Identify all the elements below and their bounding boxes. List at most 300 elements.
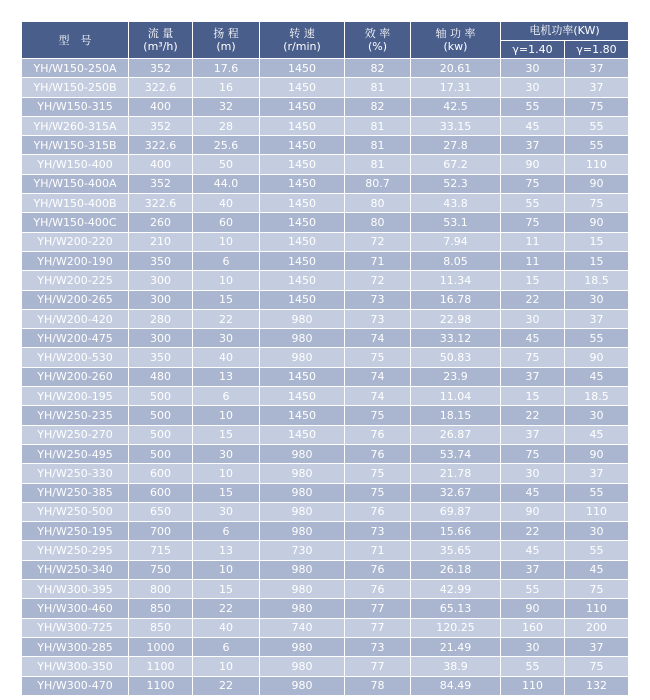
cell-flow: 352 (129, 116, 193, 135)
cell-head: 32 (193, 97, 260, 116)
cell-head: 15 (193, 290, 260, 309)
cell-efficiency: 82 (345, 59, 411, 78)
table-row (22, 97, 629, 116)
cell-efficiency: 76 (345, 560, 411, 579)
cell-flow: 350 (129, 251, 193, 270)
cell-speed: 1450 (260, 116, 345, 135)
table-row (22, 580, 629, 599)
cell-model: YH/W200-195 (22, 387, 129, 406)
cell-motor-power-1: 37 (501, 425, 565, 444)
cell-shaft-power: 42.99 (411, 580, 501, 599)
table-row (22, 541, 629, 560)
cell-model: YH/W250-385 (22, 483, 129, 502)
cell-motor-power-2: 55 (565, 483, 629, 502)
cell-speed: 1450 (260, 194, 345, 213)
cell-flow: 800 (129, 580, 193, 599)
table-row (22, 348, 629, 367)
header-flow (129, 22, 193, 59)
cell-motor-power-2: 37 (565, 464, 629, 483)
cell-model: YH/W150-400A (22, 174, 129, 193)
table-row (22, 290, 629, 309)
cell-motor-power-2: 37 (565, 59, 629, 78)
cell-efficiency: 76 (345, 580, 411, 599)
cell-speed: 1450 (260, 155, 345, 174)
table-row (22, 425, 629, 444)
cell-model: YH/W200-420 (22, 309, 129, 328)
cell-head: 40 (193, 618, 260, 637)
cell-head: 6 (193, 637, 260, 656)
cell-flow: 300 (129, 271, 193, 290)
header-efficiency-unit: (%) (367, 40, 388, 53)
cell-model: YH/W150-400C (22, 213, 129, 232)
cell-efficiency: 75 (345, 464, 411, 483)
cell-motor-power-1: 55 (501, 580, 565, 599)
cell-shaft-power: 27.8 (411, 136, 501, 155)
cell-speed: 980 (260, 444, 345, 463)
cell-motor-power-1: 55 (501, 97, 565, 116)
cell-motor-power-1: 160 (501, 618, 565, 637)
cell-model: YH/W250-330 (22, 464, 129, 483)
cell-efficiency: 81 (345, 116, 411, 135)
cell-flow: 500 (129, 387, 193, 406)
cell-speed: 980 (260, 560, 345, 579)
cell-efficiency: 72 (345, 232, 411, 251)
cell-model: YH/W300-470 (22, 676, 129, 695)
cell-head: 16 (193, 78, 260, 97)
cell-motor-power-1: 30 (501, 78, 565, 97)
cell-shaft-power: 33.15 (411, 116, 501, 135)
cell-head: 44.0 (193, 174, 260, 193)
cell-head: 6 (193, 387, 260, 406)
cell-speed: 1450 (260, 97, 345, 116)
cell-efficiency: 76 (345, 425, 411, 444)
cell-motor-power-1: 75 (501, 213, 565, 232)
table-row (22, 502, 629, 521)
cell-flow: 850 (129, 599, 193, 618)
cell-flow: 400 (129, 155, 193, 174)
cell-head: 22 (193, 309, 260, 328)
cell-motor-power-1: 45 (501, 483, 565, 502)
cell-flow: 650 (129, 502, 193, 521)
cell-head: 25.6 (193, 136, 260, 155)
cell-motor-power-1: 37 (501, 367, 565, 386)
cell-speed: 980 (260, 522, 345, 541)
pump-spec-table-container (21, 21, 628, 696)
cell-motor-power-2: 90 (565, 174, 629, 193)
cell-efficiency: 80.7 (345, 174, 411, 193)
cell-efficiency: 72 (345, 271, 411, 290)
cell-head: 13 (193, 367, 260, 386)
cell-motor-power-1: 55 (501, 657, 565, 676)
cell-motor-power-1: 110 (501, 676, 565, 695)
cell-flow: 850 (129, 618, 193, 637)
cell-speed: 1450 (260, 59, 345, 78)
cell-efficiency: 71 (345, 251, 411, 270)
cell-motor-power-2: 90 (565, 213, 629, 232)
cell-shaft-power: 7.94 (411, 232, 501, 251)
cell-motor-power-1: 22 (501, 290, 565, 309)
cell-motor-power-2: 45 (565, 367, 629, 386)
cell-flow: 322.6 (129, 136, 193, 155)
cell-speed: 980 (260, 464, 345, 483)
cell-speed: 1450 (260, 425, 345, 444)
cell-model: YH/W150-400B (22, 194, 129, 213)
cell-head: 10 (193, 560, 260, 579)
cell-model: YH/W200-265 (22, 290, 129, 309)
cell-head: 60 (193, 213, 260, 232)
cell-model: YH/W250-340 (22, 560, 129, 579)
cell-head: 13 (193, 541, 260, 560)
cell-shaft-power: 26.87 (411, 425, 501, 444)
cell-motor-power-1: 22 (501, 522, 565, 541)
table-row (22, 271, 629, 290)
cell-model: YH/W150-400 (22, 155, 129, 174)
header-speed (260, 22, 345, 59)
cell-efficiency: 73 (345, 637, 411, 656)
table-row (22, 618, 629, 637)
cell-motor-power-1: 37 (501, 136, 565, 155)
cell-motor-power-2: 37 (565, 309, 629, 328)
cell-motor-power-2: 30 (565, 406, 629, 425)
cell-efficiency: 77 (345, 618, 411, 637)
cell-flow: 600 (129, 464, 193, 483)
cell-efficiency: 73 (345, 522, 411, 541)
cell-head: 28 (193, 116, 260, 135)
cell-flow: 280 (129, 309, 193, 328)
cell-flow: 352 (129, 174, 193, 193)
cell-flow: 400 (129, 97, 193, 116)
header-efficiency (345, 22, 411, 59)
cell-speed: 980 (260, 657, 345, 676)
cell-motor-power-2: 200 (565, 618, 629, 637)
cell-shaft-power: 67.2 (411, 155, 501, 174)
cell-shaft-power: 26.18 (411, 560, 501, 579)
cell-speed: 980 (260, 329, 345, 348)
table-row (22, 232, 629, 251)
table-row (22, 483, 629, 502)
table-row (22, 155, 629, 174)
cell-efficiency: 76 (345, 444, 411, 463)
cell-shaft-power: 43.8 (411, 194, 501, 213)
header-flow-label: 流 量 (147, 27, 174, 40)
cell-motor-power-2: 75 (565, 194, 629, 213)
cell-model: YH/W250-495 (22, 444, 129, 463)
cell-flow: 300 (129, 290, 193, 309)
cell-efficiency: 75 (345, 348, 411, 367)
cell-shaft-power: 15.66 (411, 522, 501, 541)
table-row (22, 309, 629, 328)
cell-motor-power-2: 110 (565, 502, 629, 521)
cell-efficiency: 76 (345, 502, 411, 521)
cell-shaft-power: 18.15 (411, 406, 501, 425)
header-efficiency-label: 效 率 (364, 27, 391, 40)
cell-model: YH/W250-270 (22, 425, 129, 444)
cell-speed: 980 (260, 676, 345, 695)
cell-shaft-power: 53.1 (411, 213, 501, 232)
table-row (22, 329, 629, 348)
cell-model: YH/W200-220 (22, 232, 129, 251)
cell-speed: 980 (260, 348, 345, 367)
cell-model: YH/W250-295 (22, 541, 129, 560)
cell-model: YH/W200-225 (22, 271, 129, 290)
cell-head: 22 (193, 676, 260, 695)
cell-motor-power-2: 75 (565, 657, 629, 676)
cell-motor-power-2: 110 (565, 599, 629, 618)
cell-motor-power-2: 55 (565, 116, 629, 135)
cell-flow: 210 (129, 232, 193, 251)
header-gamma-2: γ=1.80 (565, 40, 629, 59)
cell-model: YH/W300-460 (22, 599, 129, 618)
cell-model: YH/W300-285 (22, 637, 129, 656)
cell-motor-power-1: 30 (501, 637, 565, 656)
cell-motor-power-1: 90 (501, 599, 565, 618)
cell-motor-power-1: 22 (501, 406, 565, 425)
cell-motor-power-2: 55 (565, 329, 629, 348)
cell-head: 30 (193, 444, 260, 463)
cell-flow: 750 (129, 560, 193, 579)
cell-efficiency: 82 (345, 97, 411, 116)
cell-head: 15 (193, 580, 260, 599)
cell-head: 17.6 (193, 59, 260, 78)
table-row (22, 406, 629, 425)
cell-shaft-power: 17.31 (411, 78, 501, 97)
cell-motor-power-2: 18.5 (565, 387, 629, 406)
cell-speed: 980 (260, 483, 345, 502)
cell-shaft-power: 8.05 (411, 251, 501, 270)
table-row (22, 676, 629, 695)
cell-model: YH/W150-315 (22, 97, 129, 116)
cell-speed: 1450 (260, 78, 345, 97)
cell-motor-power-2: 37 (565, 78, 629, 97)
cell-model: YH/W200-530 (22, 348, 129, 367)
table-body (22, 59, 629, 696)
cell-motor-power-2: 15 (565, 232, 629, 251)
cell-efficiency: 74 (345, 367, 411, 386)
table-row (22, 637, 629, 656)
cell-motor-power-2: 75 (565, 580, 629, 599)
cell-speed: 980 (260, 502, 345, 521)
cell-flow: 1100 (129, 657, 193, 676)
header-flow-unit: (m³/h) (143, 40, 178, 53)
cell-model: YH/W300-350 (22, 657, 129, 676)
cell-shaft-power: 33.12 (411, 329, 501, 348)
cell-model: YH/W200-475 (22, 329, 129, 348)
cell-flow: 500 (129, 406, 193, 425)
cell-model: YH/W300-725 (22, 618, 129, 637)
pump-spec-table (21, 21, 629, 696)
header-head-label: 扬 程 (213, 27, 239, 40)
cell-speed: 980 (260, 599, 345, 618)
cell-flow: 350 (129, 348, 193, 367)
cell-shaft-power: 11.34 (411, 271, 501, 290)
cell-motor-power-1: 75 (501, 444, 565, 463)
cell-efficiency: 75 (345, 483, 411, 502)
cell-flow: 500 (129, 425, 193, 444)
cell-speed: 1450 (260, 232, 345, 251)
cell-efficiency: 74 (345, 329, 411, 348)
cell-efficiency: 81 (345, 155, 411, 174)
cell-flow: 600 (129, 483, 193, 502)
cell-efficiency: 81 (345, 136, 411, 155)
cell-head: 40 (193, 194, 260, 213)
cell-motor-power-2: 37 (565, 637, 629, 656)
cell-flow: 322.6 (129, 78, 193, 97)
cell-model: YH/W200-260 (22, 367, 129, 386)
cell-model: YH/W250-500 (22, 502, 129, 521)
cell-motor-power-2: 90 (565, 348, 629, 367)
cell-motor-power-1: 45 (501, 116, 565, 135)
cell-flow: 1000 (129, 637, 193, 656)
cell-speed: 1450 (260, 213, 345, 232)
cell-shaft-power: 69.87 (411, 502, 501, 521)
cell-shaft-power: 65.13 (411, 599, 501, 618)
cell-model: YH/W260-315A (22, 116, 129, 135)
cell-shaft-power: 84.49 (411, 676, 501, 695)
cell-head: 15 (193, 425, 260, 444)
cell-flow: 480 (129, 367, 193, 386)
cell-shaft-power: 16.78 (411, 290, 501, 309)
table-row (22, 59, 629, 78)
table-row (22, 251, 629, 270)
cell-efficiency: 77 (345, 599, 411, 618)
header-motor-power: 电机功率(KW) (501, 22, 629, 41)
cell-shaft-power: 42.5 (411, 97, 501, 116)
cell-motor-power-1: 30 (501, 309, 565, 328)
cell-motor-power-1: 75 (501, 174, 565, 193)
cell-motor-power-2: 30 (565, 290, 629, 309)
cell-shaft-power: 38.9 (411, 657, 501, 676)
cell-motor-power-1: 30 (501, 464, 565, 483)
cell-efficiency: 73 (345, 290, 411, 309)
cell-efficiency: 80 (345, 213, 411, 232)
cell-shaft-power: 21.49 (411, 637, 501, 656)
cell-efficiency: 74 (345, 387, 411, 406)
cell-model: YH/W200-190 (22, 251, 129, 270)
cell-motor-power-2: 15 (565, 251, 629, 270)
cell-shaft-power: 52.3 (411, 174, 501, 193)
cell-motor-power-1: 90 (501, 502, 565, 521)
cell-motor-power-2: 55 (565, 136, 629, 155)
cell-motor-power-1: 90 (501, 155, 565, 174)
cell-flow: 352 (129, 59, 193, 78)
cell-speed: 1450 (260, 387, 345, 406)
cell-head: 22 (193, 599, 260, 618)
cell-flow: 700 (129, 522, 193, 541)
table-row (22, 174, 629, 193)
cell-model: YH/W250-195 (22, 522, 129, 541)
header-head (193, 22, 260, 59)
cell-motor-power-2: 55 (565, 541, 629, 560)
cell-model: YH/W150-250A (22, 59, 129, 78)
cell-head: 40 (193, 348, 260, 367)
header-speed-label: 转 速 (289, 27, 315, 40)
header-speed-unit: (r/min) (283, 40, 321, 53)
table-row (22, 194, 629, 213)
cell-model: YH/W150-315B (22, 136, 129, 155)
cell-motor-power-1: 37 (501, 560, 565, 579)
cell-head: 30 (193, 502, 260, 521)
cell-head: 15 (193, 483, 260, 502)
cell-flow: 715 (129, 541, 193, 560)
cell-flow: 322.6 (129, 194, 193, 213)
cell-speed: 980 (260, 580, 345, 599)
cell-shaft-power: 20.61 (411, 59, 501, 78)
cell-head: 10 (193, 271, 260, 290)
cell-head: 10 (193, 657, 260, 676)
cell-motor-power-1: 15 (501, 271, 565, 290)
cell-motor-power-1: 30 (501, 59, 565, 78)
cell-head: 6 (193, 522, 260, 541)
cell-shaft-power: 120.25 (411, 618, 501, 637)
cell-speed: 1450 (260, 290, 345, 309)
cell-shaft-power: 22.98 (411, 309, 501, 328)
cell-motor-power-1: 45 (501, 541, 565, 560)
cell-efficiency: 78 (345, 676, 411, 695)
cell-shaft-power: 11.04 (411, 387, 501, 406)
cell-speed: 1450 (260, 136, 345, 155)
cell-motor-power-2: 18.5 (565, 271, 629, 290)
cell-flow: 1100 (129, 676, 193, 695)
cell-motor-power-1: 11 (501, 232, 565, 251)
table-row (22, 560, 629, 579)
header-gamma-1: γ=1.40 (501, 40, 565, 59)
cell-motor-power-2: 90 (565, 444, 629, 463)
cell-efficiency: 75 (345, 406, 411, 425)
cell-shaft-power: 23.9 (411, 367, 501, 386)
table-row (22, 116, 629, 135)
cell-speed: 1450 (260, 251, 345, 270)
cell-shaft-power: 53.74 (411, 444, 501, 463)
table-row (22, 387, 629, 406)
cell-speed: 980 (260, 637, 345, 656)
table-row (22, 78, 629, 97)
table-row (22, 444, 629, 463)
cell-head: 10 (193, 464, 260, 483)
cell-shaft-power: 50.83 (411, 348, 501, 367)
cell-speed: 1450 (260, 271, 345, 290)
cell-flow: 500 (129, 444, 193, 463)
table-row (22, 464, 629, 483)
table-header (22, 22, 629, 59)
cell-motor-power-1: 15 (501, 387, 565, 406)
cell-motor-power-1: 11 (501, 251, 565, 270)
cell-model: YH/W250-235 (22, 406, 129, 425)
cell-speed: 1450 (260, 367, 345, 386)
cell-shaft-power: 32.67 (411, 483, 501, 502)
cell-motor-power-1: 75 (501, 348, 565, 367)
cell-motor-power-2: 45 (565, 425, 629, 444)
cell-efficiency: 81 (345, 78, 411, 97)
cell-efficiency: 73 (345, 309, 411, 328)
header-model: 型 号 (22, 22, 129, 59)
table-row (22, 522, 629, 541)
cell-motor-power-1: 45 (501, 329, 565, 348)
cell-flow: 300 (129, 329, 193, 348)
header-head-unit: (m) (216, 40, 236, 53)
header-shaft-power-unit: (kw) (443, 40, 468, 53)
cell-head: 6 (193, 251, 260, 270)
cell-head: 10 (193, 232, 260, 251)
cell-motor-power-1: 55 (501, 194, 565, 213)
table-row (22, 367, 629, 386)
table-row (22, 136, 629, 155)
cell-speed: 980 (260, 309, 345, 328)
cell-shaft-power: 35.65 (411, 541, 501, 560)
cell-head: 10 (193, 406, 260, 425)
table-row (22, 599, 629, 618)
cell-speed: 740 (260, 618, 345, 637)
cell-head: 50 (193, 155, 260, 174)
